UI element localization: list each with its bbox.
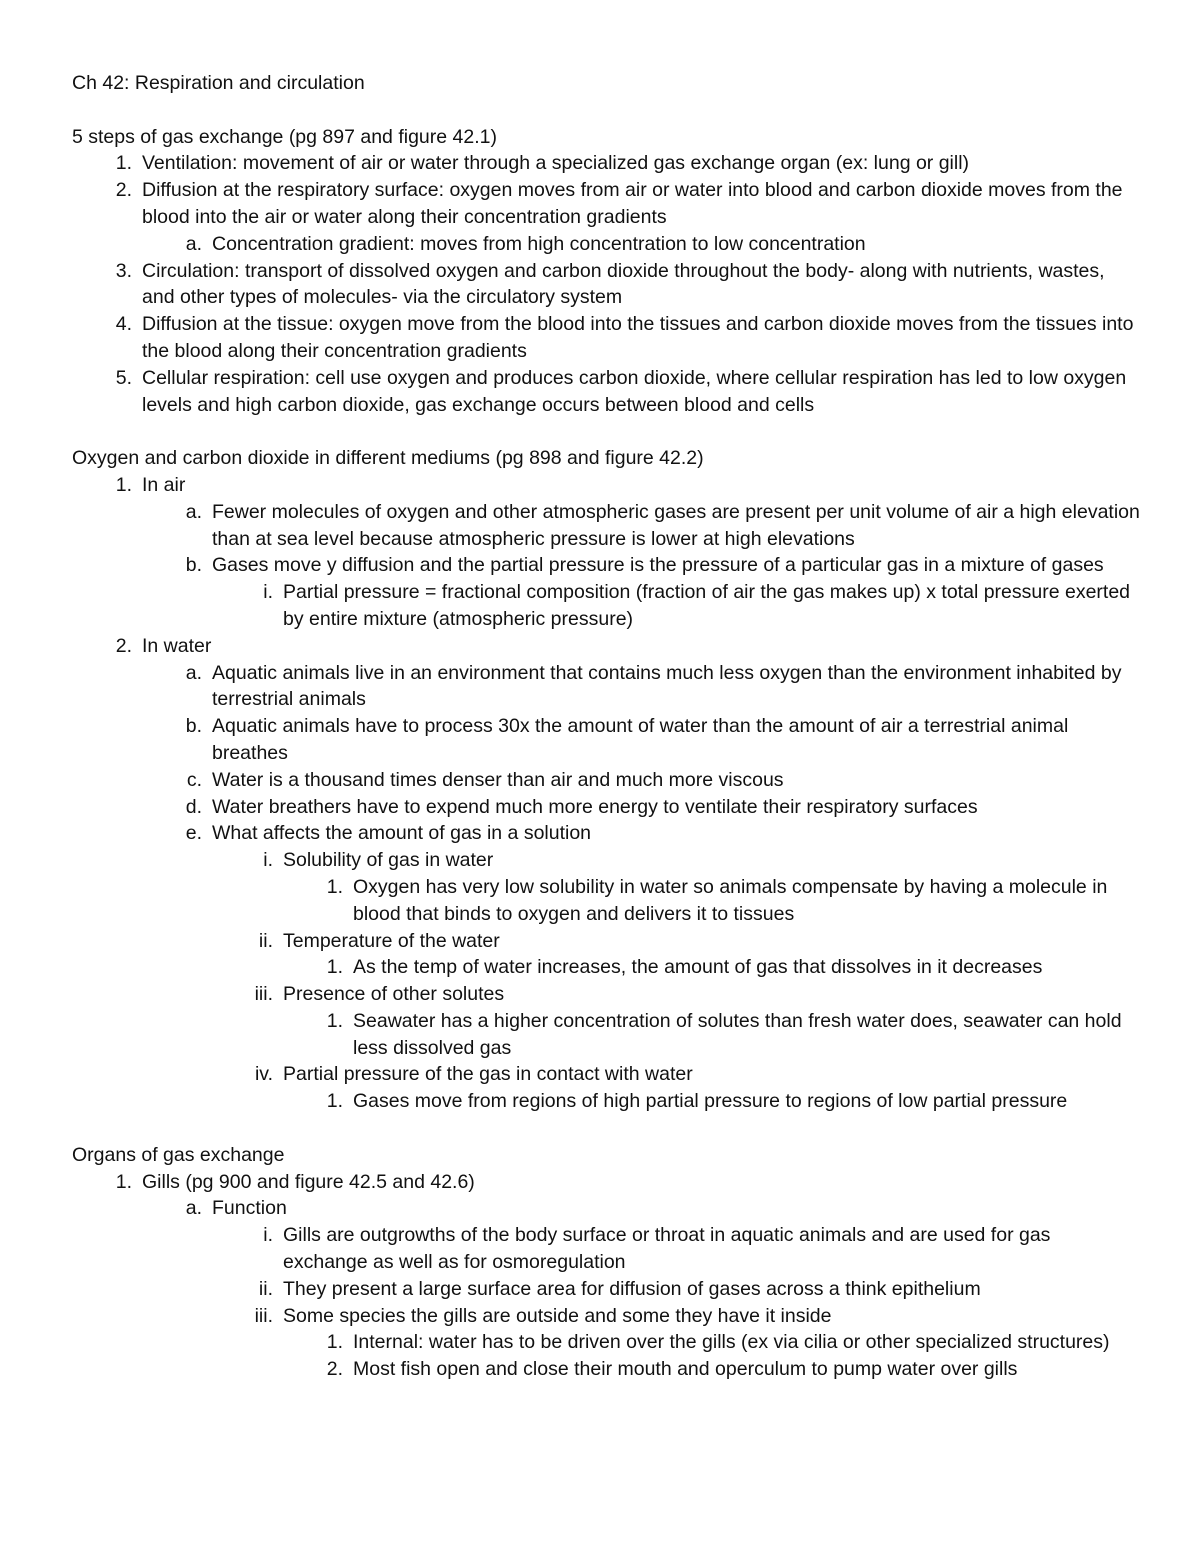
list-item <box>72 820 1140 847</box>
list-item <box>72 177 1140 231</box>
list-text: Concentration gradient: moves from high concentration to low concentration <box>212 232 866 255</box>
list-marker: i. <box>263 849 273 872</box>
list-text: Diffusion at the tissue: oxygen move from the blood into the tissues and carbon dioxide moves from the tissues into the blood along their concentration gradients <box>142 313 1134 362</box>
section-heading: Oxygen and carbon dioxide in different mediums (pg 898 and figure 42.2) <box>72 447 704 470</box>
list-item <box>72 713 1140 767</box>
list-item <box>72 579 1140 633</box>
list-item <box>72 1169 1140 1196</box>
list-marker: 4. <box>115 313 132 336</box>
list-item <box>72 1008 1140 1062</box>
list-item <box>72 981 1140 1008</box>
list-item <box>72 258 1140 312</box>
list-marker: 2. <box>115 179 132 202</box>
list-marker: iv. <box>254 1063 273 1086</box>
list-marker: a. <box>185 661 202 684</box>
list-text: Temperature of the water <box>283 929 500 952</box>
list-item <box>72 660 1140 714</box>
list-item <box>72 1088 1140 1115</box>
list-marker: 1. <box>326 1009 343 1032</box>
list-marker: a. <box>185 232 202 255</box>
list-marker: i. <box>263 581 273 604</box>
list-text: As the temp of water increases, the amount of gas that dissolves in it decreases <box>353 956 1043 979</box>
list-marker: ii. <box>258 929 273 952</box>
section-heading: Organs of gas exchange <box>72 1143 285 1166</box>
list-marker: 1. <box>115 152 132 175</box>
list-item <box>72 472 1140 499</box>
list-text: Gases move y diffusion and the partial pressure is the pressure of a particular gas in a mixture of gases <box>212 554 1104 577</box>
list-text: Circulation: transport of dissolved oxygen and carbon dioxide throughout the body- along with nutrients, wastes, and other types of molecules- via the circulatory system <box>142 259 1105 309</box>
list-text: Ventilation: movement of air or water through a specialized gas exchange organ (ex: lung or gill) <box>142 152 970 175</box>
list-marker: 2. <box>115 634 132 657</box>
list-marker: 2. <box>326 1358 343 1381</box>
spacer <box>72 1115 1140 1142</box>
section-heading: 5 steps of gas exchange (pg 897 and figure 42.1) <box>72 125 497 148</box>
list-item <box>72 954 1140 981</box>
list-marker: a. <box>185 500 202 523</box>
list-item <box>72 552 1140 579</box>
list-text: Fewer molecules of oxygen and other atmospheric gases are present per unit volume of air a high elevation than at sea level because atmospheric pressure is lower at high elevations <box>212 500 1140 550</box>
list-text: Partial pressure of the gas in contact with water <box>283 1063 693 1086</box>
list-item <box>72 928 1140 955</box>
list-item <box>72 499 1140 553</box>
list-text: Oxygen has very low solubility in water so animals compensate by having a molecule in blood that binds to oxygen and delivers it to tissues <box>353 875 1108 925</box>
list-marker: 1. <box>326 875 343 898</box>
list-text: In air <box>142 473 186 496</box>
list-item <box>72 1061 1140 1088</box>
list-marker: d. <box>185 795 202 818</box>
list-item <box>72 767 1140 794</box>
list-marker: ii. <box>258 1277 273 1300</box>
list-item <box>72 231 1140 258</box>
list-text: Partial pressure = fractional composition (fraction of air the gas makes up) x total pressure exerted by entire mixture (atmospheric pressure) <box>283 581 1131 630</box>
list-text: Gases move from regions of high partial pressure to regions of low partial pressure <box>353 1090 1068 1113</box>
list-marker: e. <box>185 822 202 845</box>
list-item <box>72 311 1140 365</box>
list-text: Presence of other solutes <box>283 983 505 1006</box>
list-text: Water is a thousand times denser than air and much more viscous <box>212 768 784 791</box>
list-text: Water breathers have to expend much more energy to ventilate their respiratory surfaces <box>212 795 978 818</box>
list-text: What affects the amount of gas in a solution <box>212 822 592 845</box>
list-text: Diffusion at the respiratory surface: oxygen moves from air or water into blood and carbon dioxide moves from the blood into the air or water along their concentration gradients <box>142 179 1123 228</box>
list-marker: 1. <box>326 1090 343 1113</box>
list-marker: b. <box>185 554 202 577</box>
spacer <box>72 97 1140 124</box>
list-text: Function <box>212 1197 287 1220</box>
list-item <box>72 794 1140 821</box>
list-text: Gills are outgrowths of the body surface or throat in aquatic animals and are used for gas exchange as well as for osmoregulation <box>283 1224 1051 1274</box>
list-marker: a. <box>185 1197 202 1220</box>
list-text: Most fish open and close their mouth and operculum to pump water over gills <box>353 1358 1018 1381</box>
list-item <box>72 1329 1140 1356</box>
list-text: Cellular respiration: cell use oxygen and produces carbon dioxide, where cellular respiration has led to low oxygen levels and high carbon dioxide, gas exchange occurs between blood and cells <box>142 366 1127 416</box>
list-text: Some species the gills are outside and some they have it inside <box>283 1304 832 1327</box>
list-item <box>72 150 1140 177</box>
list-marker: iii. <box>254 983 273 1006</box>
list-item <box>72 633 1140 660</box>
list-text: Seawater has a higher concentration of solutes than fresh water does, seawater can hold less dissolved gas <box>353 1009 1122 1059</box>
list-marker: 3. <box>115 259 132 282</box>
page-title: Ch 42: Respiration and circulation <box>72 72 365 94</box>
spacer <box>72 418 1140 445</box>
list-text: Gills (pg 900 and figure 42.5 and 42.6) <box>142 1170 475 1193</box>
list-marker: 1. <box>326 956 343 979</box>
list-item <box>72 1356 1140 1383</box>
list-marker: 1. <box>115 473 132 496</box>
list-text: In water <box>142 634 212 657</box>
list-item <box>72 1276 1140 1303</box>
list-marker: iii. <box>254 1304 273 1327</box>
list-item <box>72 1303 1140 1330</box>
list-text: They present a large surface area for diffusion of gases across a think epithelium <box>283 1277 981 1300</box>
list-marker: i. <box>263 1224 273 1247</box>
list-marker: 1. <box>115 1170 132 1193</box>
list-item <box>72 365 1140 419</box>
list-text: Internal: water has to be driven over the gills (ex via cilia or other specialized structures) <box>353 1331 1110 1354</box>
list-text: Aquatic animals live in an environment that contains much less oxygen than the environment inhabited by terrestrial animals <box>212 661 1122 711</box>
list-item <box>72 1195 1140 1222</box>
list-item <box>72 874 1140 928</box>
list-item <box>72 1222 1140 1276</box>
list-marker: 1. <box>326 1331 343 1354</box>
list-marker: c. <box>186 768 202 791</box>
list-item <box>72 847 1140 874</box>
list-text: Aquatic animals have to process 30x the amount of water than the amount of air a terrestrial animal breathes <box>212 715 1069 764</box>
list-text: Solubility of gas in water <box>283 849 494 872</box>
list-marker: 5. <box>115 366 132 389</box>
list-marker: b. <box>185 715 202 738</box>
